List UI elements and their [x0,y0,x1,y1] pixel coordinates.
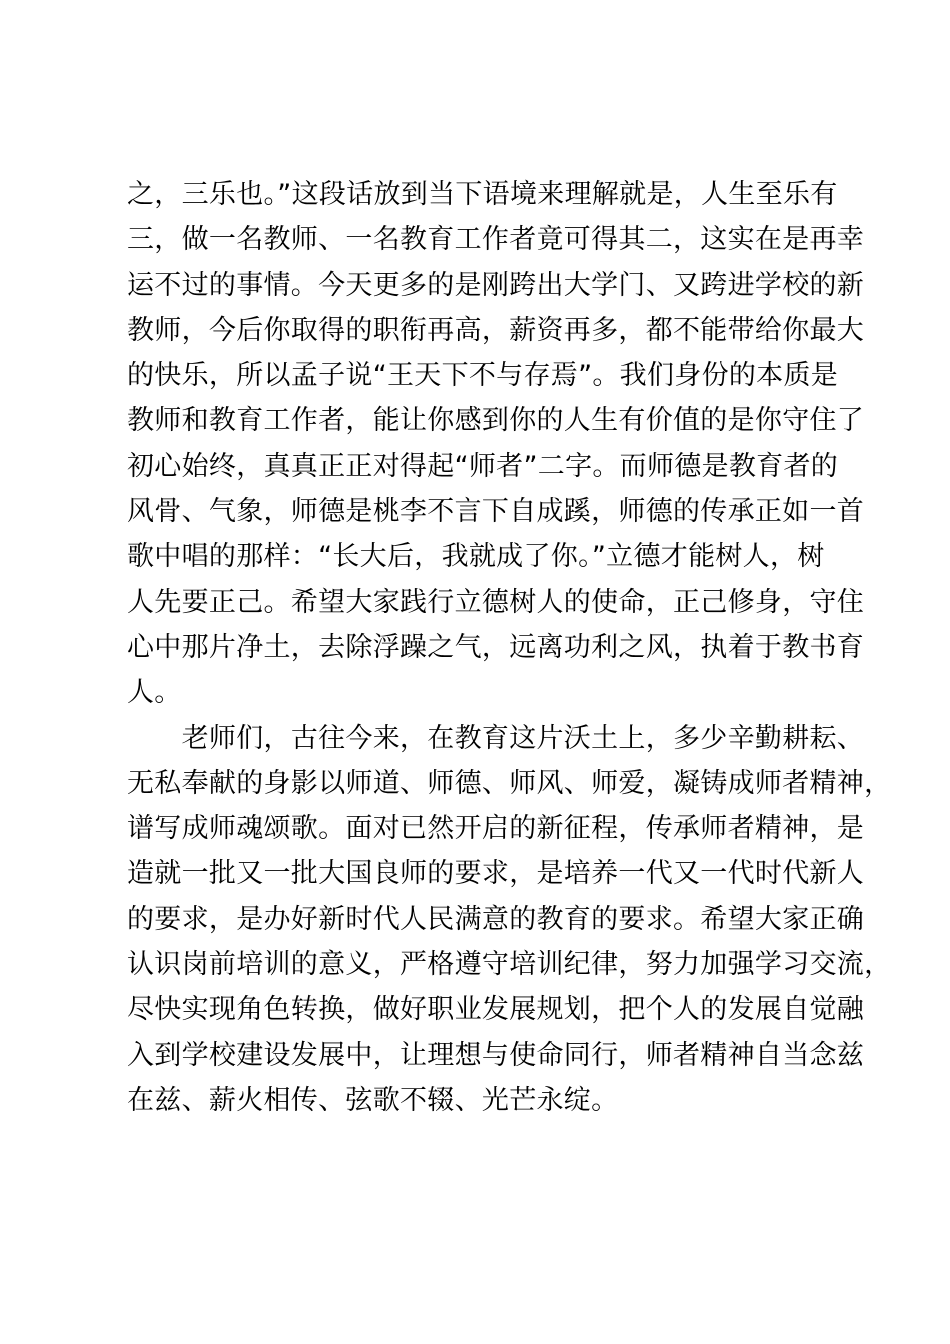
text-line: 歌中唱的那样：“长大后，我就成了你。”立德才能树人，树 [127,541,825,573]
text-line: 无私奉献的身影以师道、师德、师风、师爱，凝铸成师者精神， [127,767,892,799]
body-text [127,172,892,1123]
text-line: 之，三乐也。”这段话放到当下语境来理解就是，人生至乐有 [127,179,838,210]
text-line: 老师们，古往今来，在教育这片沃土上，多少辛勤耕耘、 [127,722,865,754]
text-line: 风骨、气象，师德是桃李不言下自成蹊，师德的传承正如一首 [127,496,865,528]
text-line: 运不过的事情。今天更多的是刚跨出大学门、又跨进学校的新 [127,269,865,301]
text-line: 认识岗前培训的意义，严格遵守培训纪律，努力加强学习交流， [127,949,892,981]
text-line: 三，做一名教师、一名教育工作者竟可得其二，这实在是再幸 [127,224,865,256]
text-line: 造就一批又一批大国良师的要求，是培养一代又一代时代新人 [127,858,865,890]
text-line: 教师和教育工作者，能让你感到你的人生有价值的是你守住了 [127,405,865,437]
text-line: 人先要正己。希望大家践行立德树人的使命，正己修身，守住 [127,586,865,618]
text-line: 谱写成师魂颂歌。面对已然开启的新征程，传承师者精神，是 [127,813,865,845]
text-line: 入到学校建设发展中，让理想与使命同行，师者精神自当念兹 [127,1039,865,1071]
text-line: 的快乐，所以孟子说“王天下不与存焉”。我们身份的本质是 [127,360,839,392]
text-line: 初心始终，真真正正对得起“师者”二字。而师德是教育者的 [127,450,839,482]
text-line: 教师，今后你取得的职衔再高，薪资再多，都不能带给你最大 [127,314,865,346]
text-line: 人。 [127,677,182,709]
text-line: 尽快实现角色转换，做好职业发展规划，把个人的发展自觉融 [127,994,865,1026]
text-line: 的要求，是办好新时代人民满意的教育的要求。希望大家正确 [127,903,865,935]
text-line: 在兹、薪火相传、弦歌不辍、光芒永绽。 [127,1084,619,1116]
text-line: 心中那片净土，去除浮躁之气，远离功利之风，执着于教书育 [127,631,865,663]
